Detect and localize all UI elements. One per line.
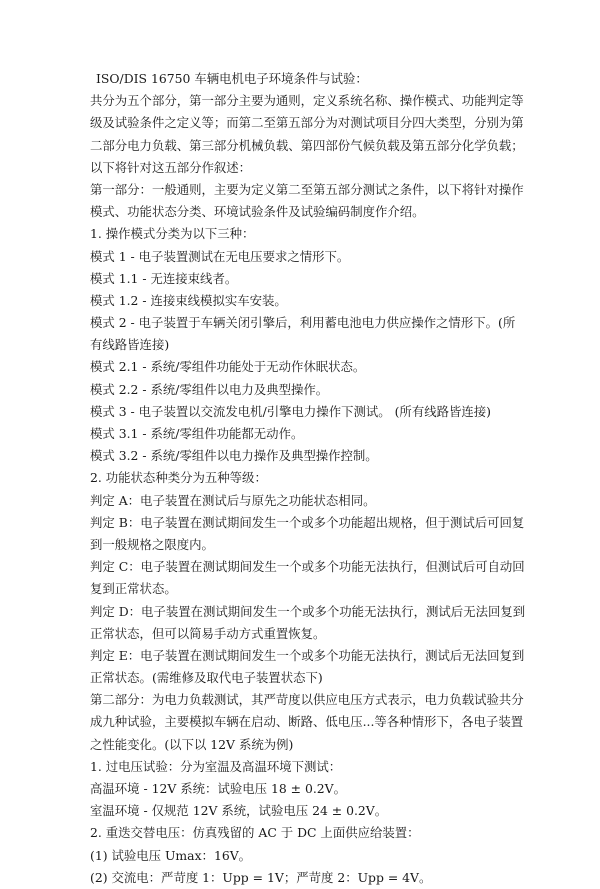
text-line: 以下将针对这五部分作叙述： — [90, 159, 252, 175]
text-line: 模式 2 - 电子装置于车辆关闭引擎后，利用蓄电池电力供应操作之情形下。(所 — [90, 315, 516, 331]
text-line: 有线路皆连接) — [90, 337, 170, 353]
text-line: 室温环境 - 仅规范 12V 系统，试验电压 24 ± 0.2V。 — [90, 803, 388, 819]
text-line: 模式 3.1 - 系统/零组件功能都无动作。 — [90, 426, 304, 441]
text-line: 复到正常状态。 — [90, 581, 177, 597]
document-body — [90, 68, 526, 889]
text-line: 第一部分：一般通则，主要为定义第二至第五部分测试之条件，以下将针对操作 — [90, 181, 524, 197]
text-line: 判定 E：电子装置在测试期间发生一个或多个功能无法执行，测试后无法回复到 — [90, 647, 525, 663]
text-line: 判定 A：电子装置在测试后与原先之功能状态相同。 — [90, 492, 376, 508]
text-line: 共分为五个部分，第一部分主要为通则，定义系统名称、操作模式、功能判定等 — [90, 93, 524, 109]
text-line: 判定 B：电子装置在测试期间发生一个或多个功能超出规格，但于测试后可回复 — [90, 514, 525, 530]
text-line: 判定 D：电子装置在测试期间发生一个或多个功能无法执行，测试后无法回复到 — [90, 603, 526, 619]
text-line: 正常状态。(需维修及取代电子装置状态下) — [90, 670, 323, 686]
text-line: (1) 试验电压 Umax：16V。 — [90, 847, 252, 863]
text-line: 模式 3 - 电子装置以交流发电机/引擎电力操作下测试。 (所有线路皆连接) — [90, 403, 491, 419]
text-line: 模式 2.2 - 系统/零组件以电力及典型操作。 — [90, 381, 329, 397]
text-line: 模式 3.2 - 系统/零组件以电力操作及典型操作控制。 — [90, 448, 378, 464]
section-heading: 2. 重迭交替电压：仿真残留的 AC 于 DC 上面供应给装置： — [90, 825, 420, 841]
text-line: 高温环境 - 12V 系统：试验电压 18 ± 0.2V。 — [90, 781, 347, 796]
text-line: 模式 2.1 - 系统/零组件功能处于无动作休眠状态。 — [90, 359, 366, 375]
text-line: 模式 1 - 电子装置测试在无电压要求之情形下。 — [90, 248, 350, 264]
text-line: 之性能变化。(以下以 12V 系统为例) — [90, 736, 294, 752]
text-line: (2) 交流电：严苛度 1：Upp = 1V；严苛度 2：Upp = 4V。 — [90, 869, 432, 885]
text-line: 模式、功能状态分类、环境试验条件及试验编码制度作介绍。 — [90, 204, 425, 220]
text-line: 正常状态，但可以简易手动方式重置恢复。 — [90, 625, 326, 641]
text-line: 判定 C：电子装置在测试期间发生一个或多个功能无法执行，但测试后可自动回 — [90, 559, 525, 575]
text-line: 二部分电力负载、第三部分机械负载、第四部份气候负载及第五部分化学负载； — [90, 137, 524, 153]
section-heading: 1. 操作模式分类为以下三种： — [90, 226, 255, 242]
text-line: 模式 1.2 - 连接束线模拟实车安装。 — [90, 292, 287, 308]
document-title: ISO/DIS 16750 车辆电机电子环境条件与试验： — [96, 71, 368, 86]
text-line: 到一般规格之限度内。 — [90, 536, 214, 552]
text-line: 模式 1.1 - 无连接束线者。 — [90, 270, 238, 286]
text-line: 第二部分：为电力负载测试，其严苛度以供应电压方式表示，电力负载试验共分 — [90, 692, 524, 708]
text-line: 成九种试验，主要模拟车辆在启动、断路、低电压...等各种情形下，各电子装置 — [90, 714, 524, 730]
section-heading: 1. 过电压试验：分为室温及高温环境下测试： — [90, 758, 342, 774]
text-line: 级及试验条件之定义等；而第二至第五部分为对测试项目分四大类型，分别为第 — [90, 115, 524, 131]
section-heading: 2. 功能状态种类分为五种等级： — [90, 470, 267, 486]
